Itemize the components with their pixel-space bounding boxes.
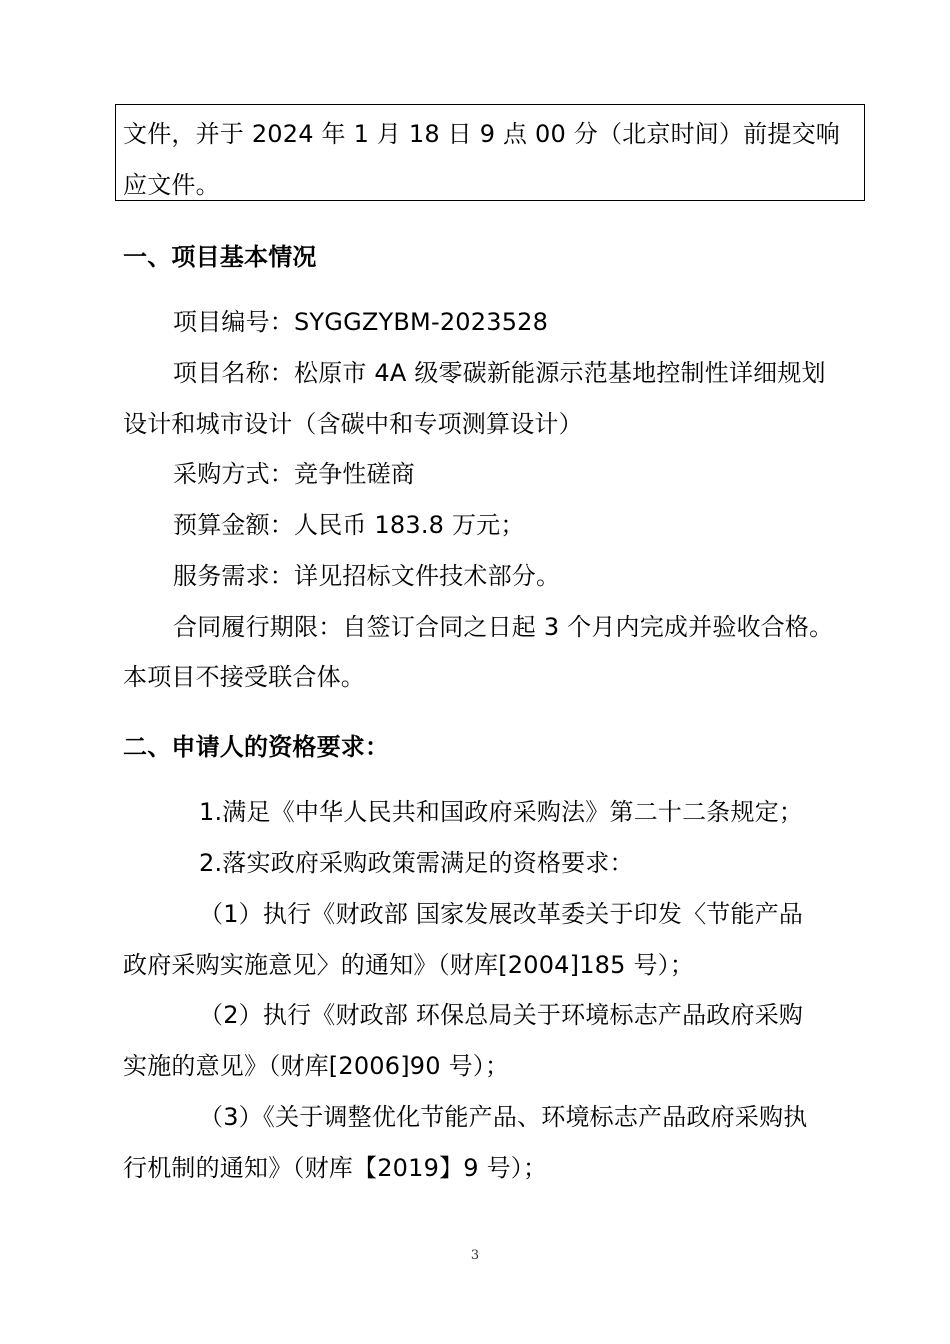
procurement-method: 采购方式：竞争性磋商 xyxy=(173,460,415,488)
consortium-note: 本项目不接受联合体。 xyxy=(123,663,365,691)
page-number: 3 xyxy=(470,1248,480,1263)
budget: 预算金额：人民币 183.8 万元； xyxy=(173,511,525,539)
section-1-heading: 一、项目基本情况 xyxy=(123,243,317,271)
sub-requirement-3-line-1: （3）《关于调整优化节能产品、环境标志产品政府采购执 xyxy=(199,1103,808,1131)
sub-requirement-1-line-1: （1）执行《财政部 国家发展改革委关于印发〈节能产品 xyxy=(199,900,804,928)
sub-requirement-3-line-2: 行机制的通知》（财库【2019】9 号）； xyxy=(123,1154,548,1182)
project-number: 项目编号：SYGGZYBM-2023528 xyxy=(173,308,549,336)
section-2-heading: 二、申请人的资格要求： xyxy=(123,733,390,761)
notice-line-2: 应文件。 xyxy=(123,171,220,199)
sub-requirement-2-line-1: （2）执行《财政部 环保总局关于环境标志产品政府采购 xyxy=(199,1001,804,1029)
sub-requirement-1-line-2: 政府采购实施意见〉的通知》（财库[2004]185 号）； xyxy=(123,951,695,979)
project-name-line-2: 设计和城市设计（含碳中和专项测算设计） xyxy=(123,410,583,438)
service-requirements: 服务需求：详见招标文件技术部分。 xyxy=(173,562,561,590)
project-name-line-1: 项目名称：松原市 4A 级零碳新能源示范基地控制性详细规划 xyxy=(173,359,826,387)
requirement-item-1: 1.满足《中华人民共和国政府采购法》第二十二条规定； xyxy=(199,798,804,826)
requirement-item-2: 2.落实政府采购政策需满足的资格要求： xyxy=(199,849,634,877)
notice-line-1: 文件，并于 2024 年 1 月 18 日 9 点 00 分（北京时间）前提交响 xyxy=(123,120,840,148)
sub-requirement-2-line-2: 实施的意见》（财库[2006]90 号）； xyxy=(123,1052,510,1080)
contract-period: 合同履行期限：自签订合同之日起 3 个月内完成并验收合格。 xyxy=(173,613,834,641)
